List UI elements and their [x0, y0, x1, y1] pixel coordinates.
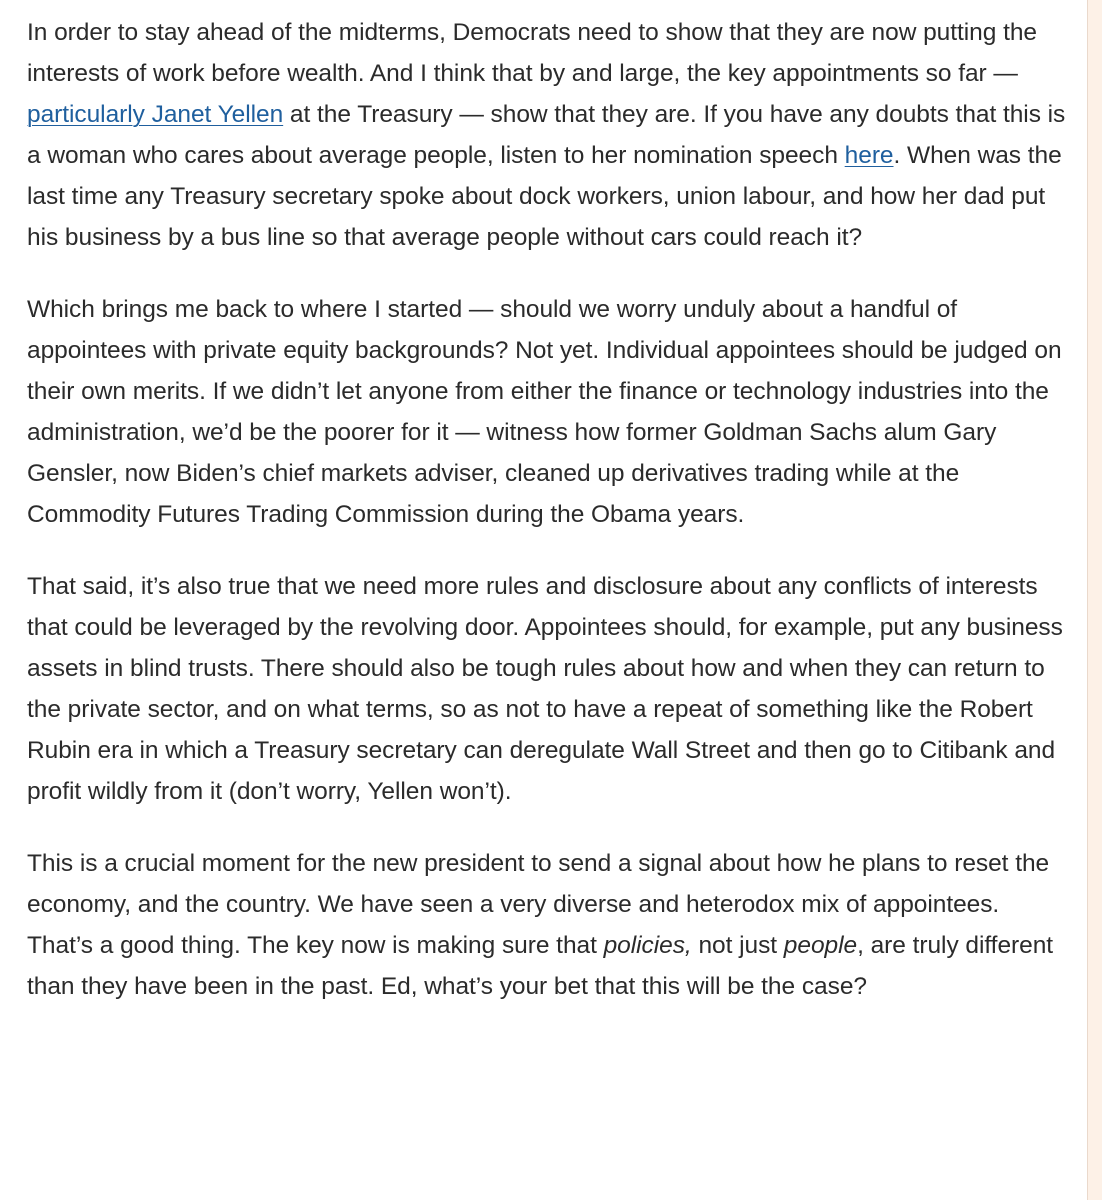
text-segment: , are truly different than they have been in the past. Ed, what’s your bet that this will be the case? — [27, 932, 1054, 1000]
emphasis-policies: policies, — [603, 932, 692, 959]
text-segment: In order to stay ahead of the midterms, Democrats need to show that they are now putting the interests of work before wealth. And I think that by and large, the key appointments so far — — [27, 19, 1037, 87]
janet-yellen-link[interactable]: particularly Janet Yellen — [27, 101, 284, 128]
text-segment: This is a crucial moment for the new president to send a signal about how he plans to reset the economy, and the country. We have seen a very diverse and heterodox mix of appointees. That’s a good thing. The key now is making sure that — [27, 850, 1050, 959]
paragraph-4 — [27, 843, 1067, 1007]
text-segment: Which brings me back to where I started — should we worry unduly about a handful of appointees with private equity backgrounds? Not yet. Individual appointees should be judged on their own merits. If we didn’t let anyone from either the finance or technology industries into the administration, we’d be the poorer for it — witness how former Goldman Sachs alum Gary Gensler, now Biden’s chief markets adviser, cleaned up derivatives trading while at the Commodity Futures Trading Commission during the Obama years. — [27, 296, 1062, 528]
article-body — [27, 12, 1067, 1038]
paragraph-3 — [27, 566, 1067, 812]
paragraph-1 — [27, 12, 1067, 258]
nomination-speech-link[interactable]: here — [844, 142, 894, 169]
emphasis-people: people — [783, 932, 858, 959]
text-segment: That said, it’s also true that we need more rules and disclosure about any conflicts of interests that could be leveraged by the revolving door. Appointees should, for example, put any business assets in blind trusts. There should also be tough rules about how and when they can return to the private sector, and on what terms, so as not to have a repeat of something like the Robert Rubin era in which a Treasury secretary can deregulate Wall Street and then go to Citibank and profit wildly from it (don’t worry, Yellen won’t). — [27, 573, 1063, 805]
text-segment: at the Treasury — show that they are. If you have any doubts that this is a woman who cares about average people, listen to her nomination speech — [27, 101, 1066, 169]
text-segment: not just — [691, 932, 784, 959]
text-segment: . When was the last time any Treasury secretary spoke about dock workers, union labour, and how her dad put his business by a bus line so that average people without cars could reach it? — [27, 142, 1062, 251]
paragraph-2 — [27, 289, 1067, 535]
page-side-strip — [1087, 0, 1102, 1200]
